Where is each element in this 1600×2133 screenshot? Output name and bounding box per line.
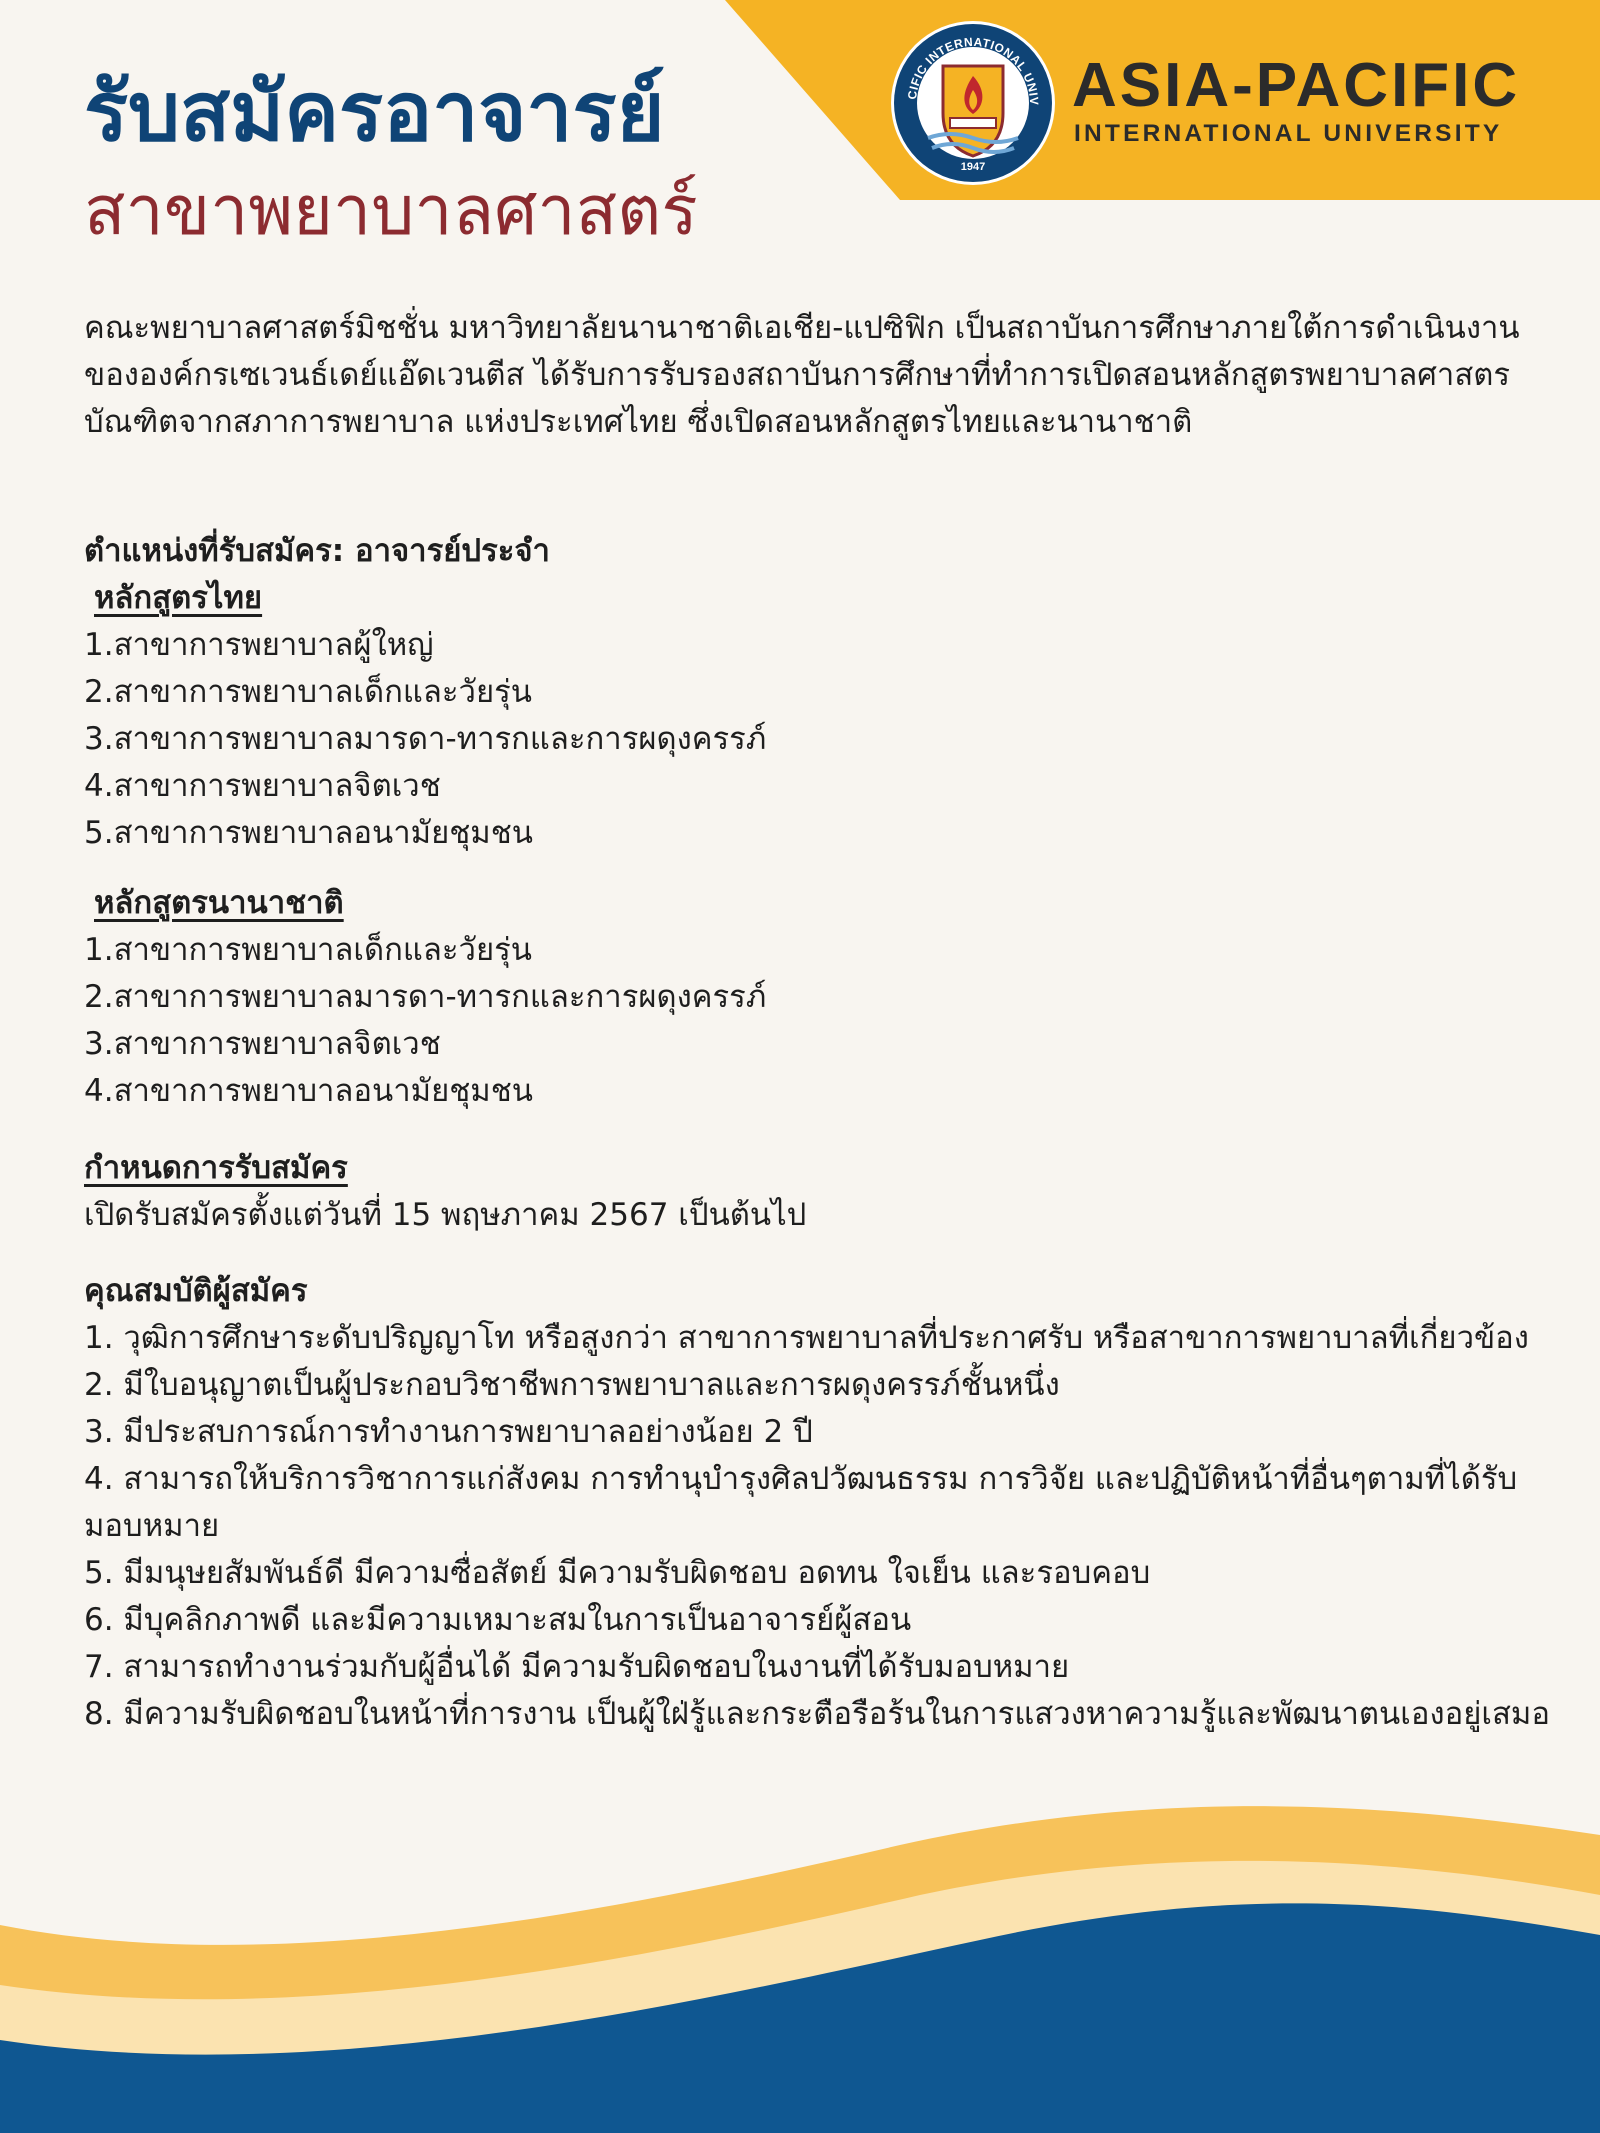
list-item: 1.สาขาการพยาบาลผู้ใหญ่ (84, 627, 434, 663)
qualification-item: 6. มีบุคลิกภาพดี และมีความเหมาะสมในการเป็นอาจารย์ผู้สอน (84, 1602, 912, 1638)
qualification-item: 1. วุฒิการศึกษาระดับปริญญาโท หรือสูงกว่า สาขาการพยาบาลที่ประกาศรับ หรือสาขาการพยาบาลที่เกี่ยวข้อง (84, 1320, 1529, 1356)
qualification-item: 8. มีความรับผิดชอบในหน้าที่การงาน เป็นผู้ใฝ่รู้และกระตือรือร้นในการแสวงหาความรู้และพัฒนาตนเองอยู่เสมอ (84, 1696, 1550, 1732)
brand-subtitle: INTERNATIONAL UNIVERSITY (1074, 120, 1503, 147)
list-item: 5.สาขาการพยาบาลอนามัยชุมชน (84, 815, 533, 851)
brand-name: ASIA-PACIFIC (1072, 51, 1521, 120)
qualification-item: 7. สามารถทำงานร่วมกับผู้อื่นได้ มีความรับผิดชอบในงานที่ได้รับมอบหมาย (84, 1649, 1070, 1685)
intl-program-heading: หลักสูตรนานาชาติ (94, 885, 344, 921)
page-subtitle: สาขาพยาบาลศาสตร์ (84, 172, 698, 251)
position-section (84, 528, 766, 857)
list-item: 2.สาขาการพยาบาลมารดา-ทารกและการผดุงครรภ์ (84, 979, 767, 1015)
qualification-item: 4. สามารถให้บริการวิชาการแก่สังคม การทำนุบำรุงศิลปวัฒนธรรม การวิจัย และปฏิบัติหน้าที่อื่นๆตามที่ได้รับมอบหมาย (84, 1461, 1518, 1544)
svg-text:1947: 1947 (960, 161, 986, 173)
qualifications-section (84, 1268, 1554, 1738)
list-item: 4.สาขาการพยาบาลอนามัยชุมชน (84, 1073, 533, 1109)
list-item: 2.สาขาการพยาบาลเด็กและวัยรุ่น (84, 674, 532, 710)
intro-paragraph: คณะพยาบาลศาสตร์มิชชั่น มหาวิทยาลัยนานาชาติเอเชีย-แปซิฟิก เป็นสถาบันการศึกษาภายใต้การดำเนินงานขององค์กรเซเวนธ์เดย์แอ๊ดเวนตีส ได้รับการรับรองสถาบันการศึกษาที่ทำการเปิดสอนหลักสูตรพยาบาลศาสตรบัณฑิตจากสภาการพยาบาล แห่งประเทศไทย ซึ่งเปิดสอนหลักสูตรไทยและนานาชาติ (84, 310, 1520, 440)
svg-text:ASIA-PACIFIC INTERNATIONAL UNI: CIFIC INTERNATIONAL UNIV (904, 34, 1042, 106)
list-item: 4.สาขาการพยาบาลจิตเวช (84, 768, 441, 804)
schedule-heading: กำหนดการรับสมัคร (84, 1150, 348, 1186)
intl-program-section (84, 880, 766, 1115)
qualification-item: 3. มีประสบการณ์การทำงานการพยาบาลอย่างน้อย 2 ปี (84, 1414, 813, 1450)
qualifications-heading: คุณสมบัติผู้สมัคร (84, 1273, 308, 1309)
list-item: 3.สาขาการพยาบาลจิตเวช (84, 1026, 441, 1062)
schedule-section (84, 1145, 806, 1239)
qualification-item: 5. มีมนุษยสัมพันธ์ดี มีความซื่อสัตย์ มีความรับผิดชอบ อดทน ใจเย็น และรอบคอบ (84, 1555, 1151, 1591)
book-icon (950, 118, 996, 128)
page-title: รับสมัครอาจารย์ (84, 65, 665, 160)
university-seal-logo (888, 18, 1058, 188)
position-heading: ตำแหน่งที่รับสมัคร: อาจารย์ประจำ (84, 533, 550, 569)
list-item: 1.สาขาการพยาบาลเด็กและวัยรุ่น (84, 932, 532, 968)
thai-program-heading: หลักสูตรไทย (94, 580, 263, 616)
schedule-text: เปิดรับสมัครตั้งแต่วันที่ 15 พฤษภาคม 2567 เป็นต้นไป (84, 1197, 807, 1233)
list-item: 3.สาขาการพยาบาลมารดา-ทารกและการผดุงครรภ์ (84, 721, 767, 757)
qualification-item: 2. มีใบอนุญาตเป็นผู้ประกอบวิชาชีพการพยาบาลและการผดุงครรภ์ชั้นหนึ่ง (84, 1367, 1060, 1403)
